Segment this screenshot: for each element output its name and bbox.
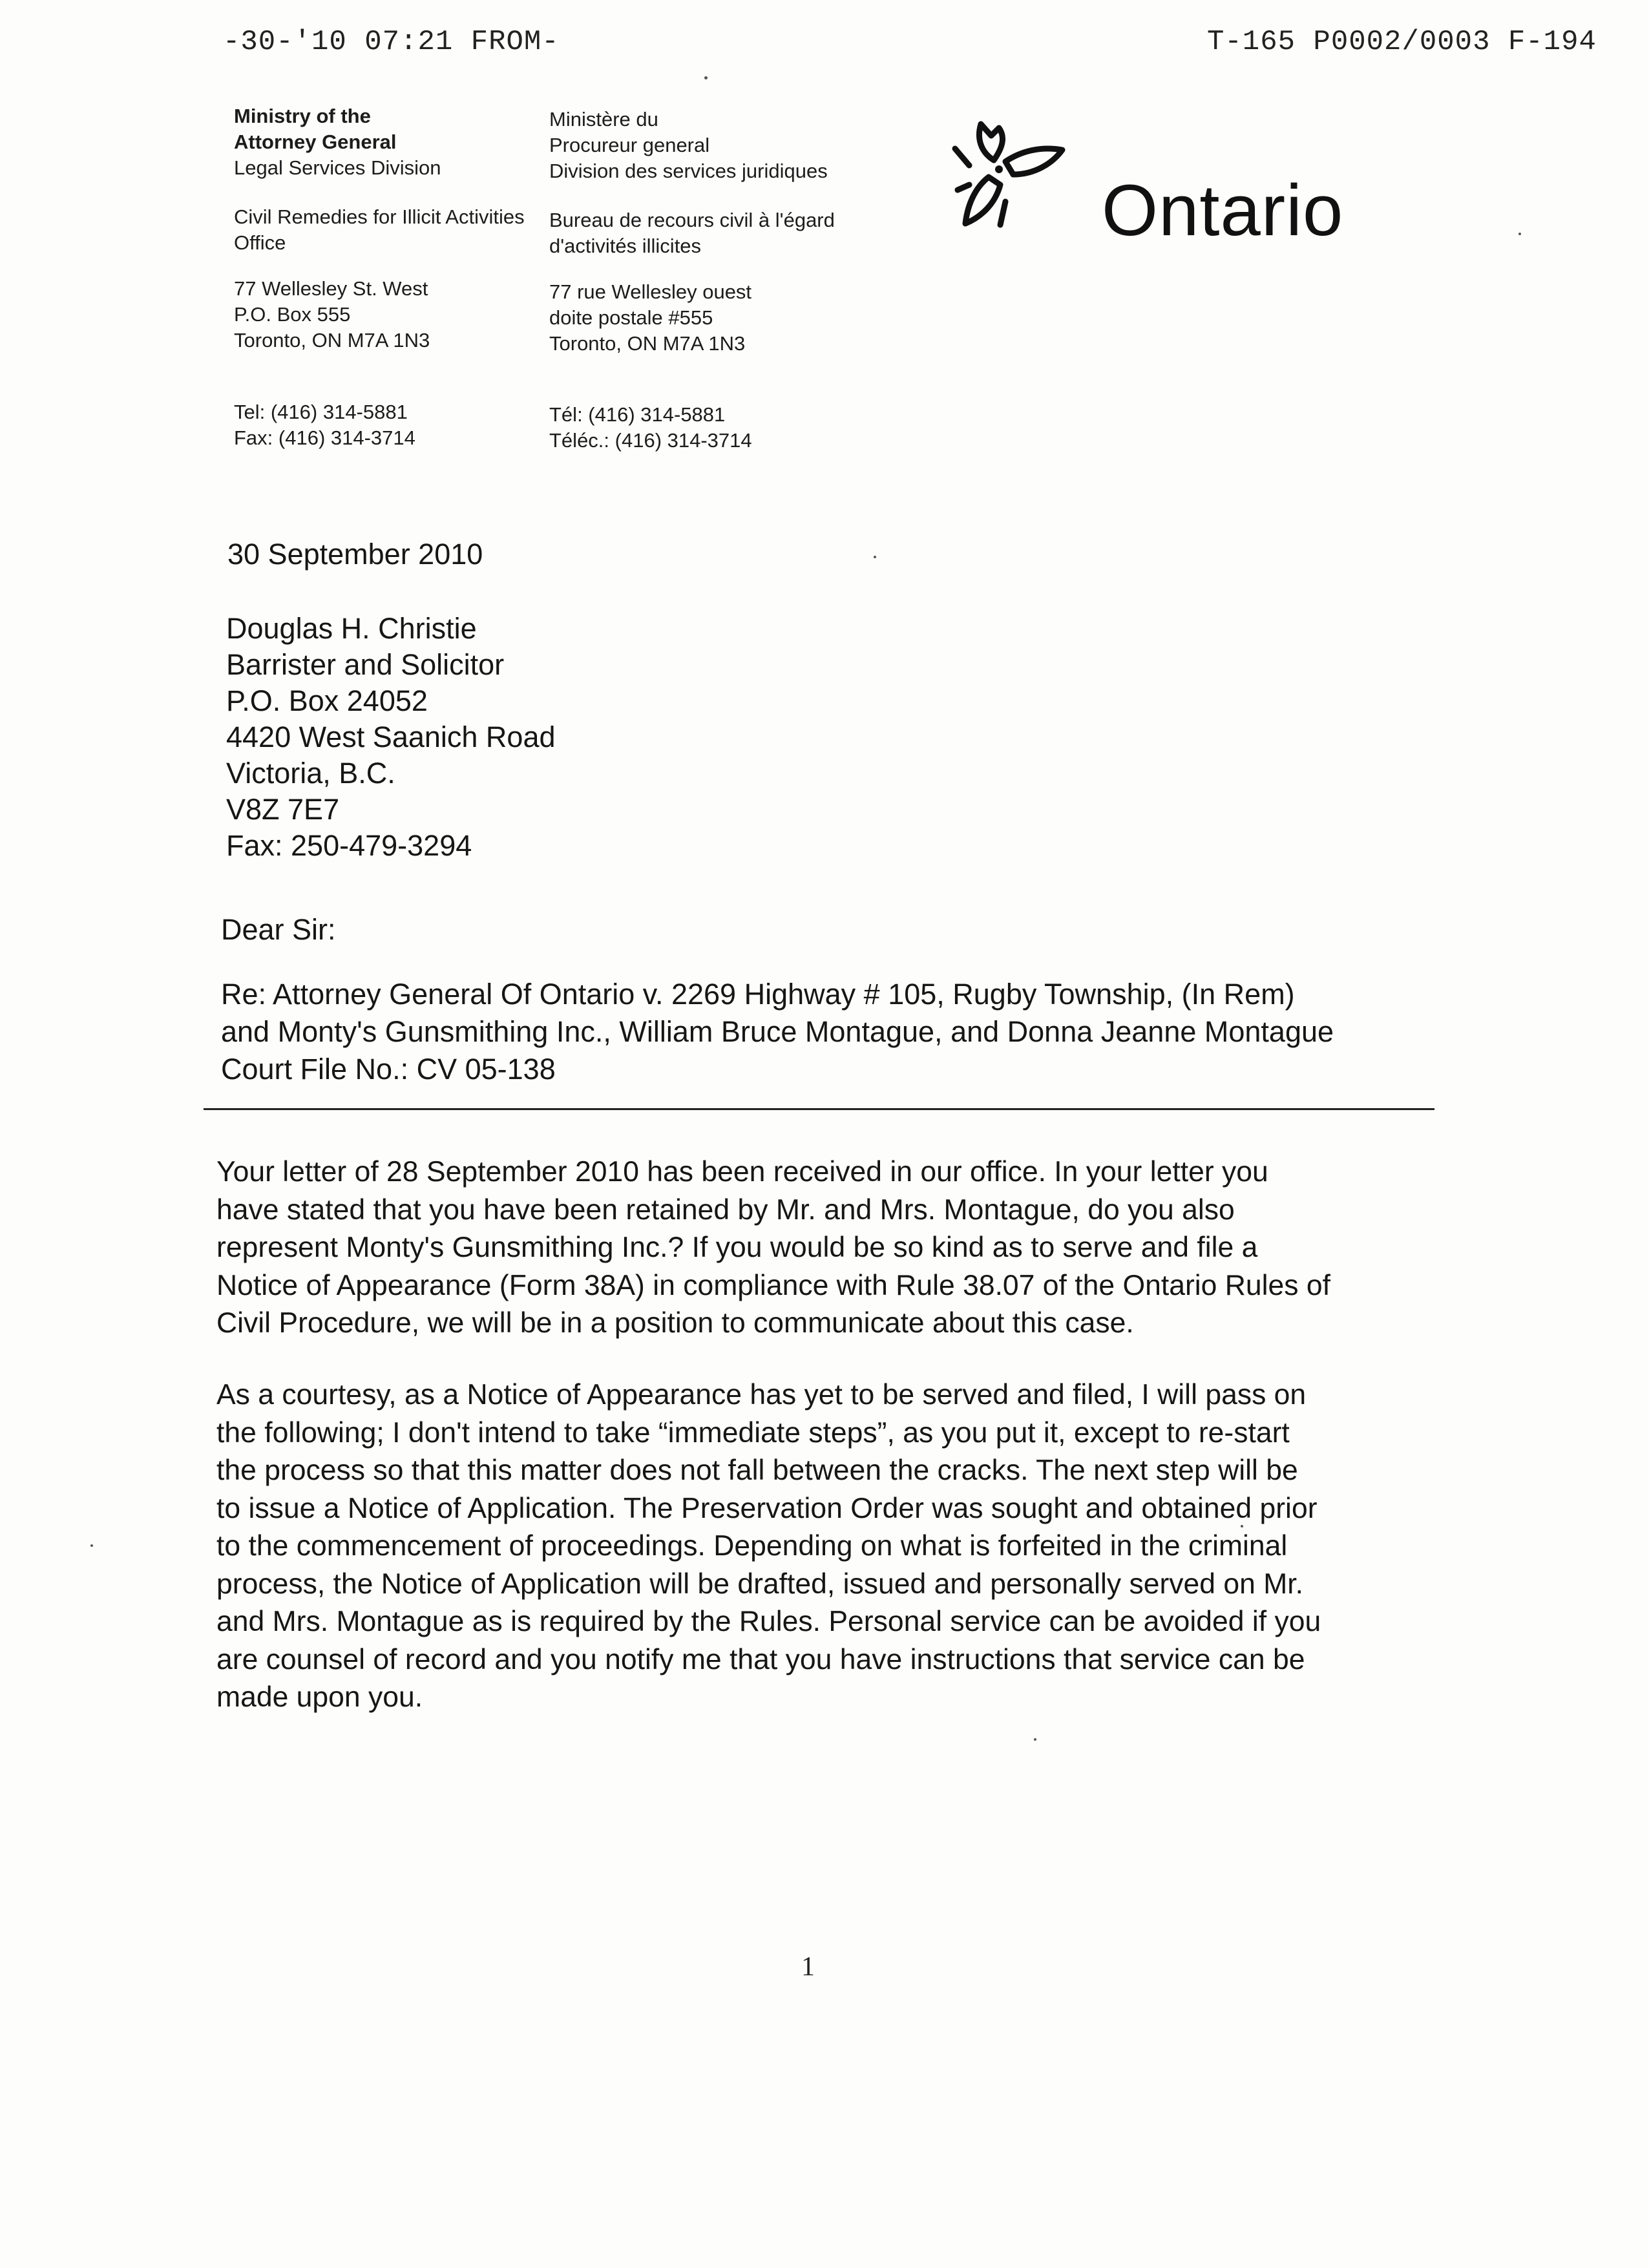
scan-speck [874,556,876,558]
recipient-line: Douglas H. Christie [226,612,477,645]
letterhead-english-ministry [234,103,441,181]
office-line2: Office [234,231,286,254]
paragraph-line: are counsel of record and you notify me that you have instructions that service can be [216,1643,1305,1675]
divider-rule [204,1108,1434,1110]
recipient-line: 4420 West Saanich Road [226,720,556,753]
ministry-line2: Attorney General [234,131,397,153]
scan-speck [704,76,708,79]
ministere-line3: Division des services juridiques [549,160,828,182]
page-number: 1 [801,1952,815,1982]
recipient-line: Barrister and Solicitor [226,648,505,681]
re-line: Re: Attorney General Of Ontario v. 2269 Highway # 105, Rugby Township, (In Rem) [221,978,1295,1011]
scan-speck [1241,1525,1243,1528]
paragraph-2 [216,1376,1321,1717]
paragraph-line: Your letter of 28 September 2010 has been received in our office. In your letter you [216,1156,1268,1188]
tel-fr-line: Tél: (416) 314-5881 [549,403,726,426]
ontario-logo [943,110,1409,278]
paragraph-line: made upon you. [216,1681,423,1713]
ministere-line2: Procureur general [549,134,710,156]
paragraph-line: the following; I don't intend to take “immediate steps”, as you put it, except to re-start [216,1416,1290,1449]
paragraph-line: Civil Procedure, we will be in a position to communicate about this case. [216,1307,1134,1339]
re-subject [221,976,1334,1088]
telec-line: Téléc.: (416) 314-3714 [549,429,752,452]
recipient-line: V8Z 7E7 [226,793,340,826]
letterhead-english-contact [234,399,415,451]
letterhead-french-office [549,207,835,259]
tel-line: Tel: (416) 314-5881 [234,401,408,423]
ministry-line1: Ministry of the [234,105,371,127]
address-line2: P.O. Box 555 [234,303,351,326]
bureau-line1: Bureau de recours civil à l'égard [549,209,835,231]
ontario-wordmark: Ontario [1102,170,1344,251]
ministry-line3: Legal Services Division [234,156,441,179]
paragraph-line: have stated that you have been retained by Mr. and Mrs. Montague, do you also [216,1193,1235,1226]
trillium-icon [943,110,1098,265]
letterhead-french-address [549,279,751,357]
letterhead-french-contact [549,402,752,454]
scan-speck [90,1544,93,1547]
paragraph-1 [216,1153,1330,1343]
office-line1: Civil Remedies for Illicit Activities [234,205,525,228]
paragraph-line: to the commencement of proceedings. Depending on what is forfeited in the criminal [216,1530,1288,1562]
re-line: and Monty's Gunsmithing Inc., William Bruce Montague, and Donna Jeanne Montague [221,1015,1334,1048]
letterhead-french-ministry [549,107,828,184]
adresse-line1: 77 rue Wellesley ouest [549,280,752,303]
paragraph-line: represent Monty's Gunsmithing Inc.? If you would be so kind as to serve and file a [216,1232,1258,1263]
scan-speck [1518,233,1521,235]
letterhead-english-office [234,204,525,256]
salutation: Dear Sir: [221,913,336,946]
fax-header-right: T-165 P0002/0003 F-194 [1207,26,1597,58]
adresse-line2: doite postale #555 [549,306,713,329]
re-line: Court File No.: CV 05-138 [221,1053,556,1086]
bureau-line2: d'activités illicites [549,235,702,257]
paragraph-line: the process so that this matter does not fall between the cracks. The next step will be [216,1454,1298,1486]
paragraph-line: and Mrs. Montague as is required by the Rules. Personal service can be avoided if you [216,1606,1321,1637]
letter-date: 30 September 2010 [227,538,483,571]
scan-speck [1034,1738,1036,1741]
paragraph-line: As a courtesy, as a Notice of Appearance has yet to be served and filed, I will pass on [216,1379,1307,1411]
paragraph-line: process, the Notice of Application will be drafted, issued and personally served on Mr. [216,1568,1304,1600]
paragraph-line: Notice of Appearance (Form 38A) in compliance with Rule 38.07 of the Ontario Rules of [216,1269,1331,1301]
ministere-line1: Ministère du [549,108,658,131]
fax-header-left: -30-'10 07:21 FROM- [223,26,560,58]
recipient-line: Victoria, B.C. [226,757,395,790]
recipient-line: P.O. Box 24052 [226,684,428,717]
recipient-address [226,611,556,864]
paragraph-line: to issue a Notice of Application. The Preservation Order was sought and obtained prior [216,1492,1318,1524]
recipient-line: Fax: 250-479-3294 [226,829,472,862]
adresse-line3: Toronto, ON M7A 1N3 [549,332,746,355]
letterhead-english-address [234,276,430,353]
address-line1: 77 Wellesley St. West [234,277,428,300]
fax-line: Fax: (416) 314-3714 [234,426,415,449]
address-line3: Toronto, ON M7A 1N3 [234,329,430,352]
